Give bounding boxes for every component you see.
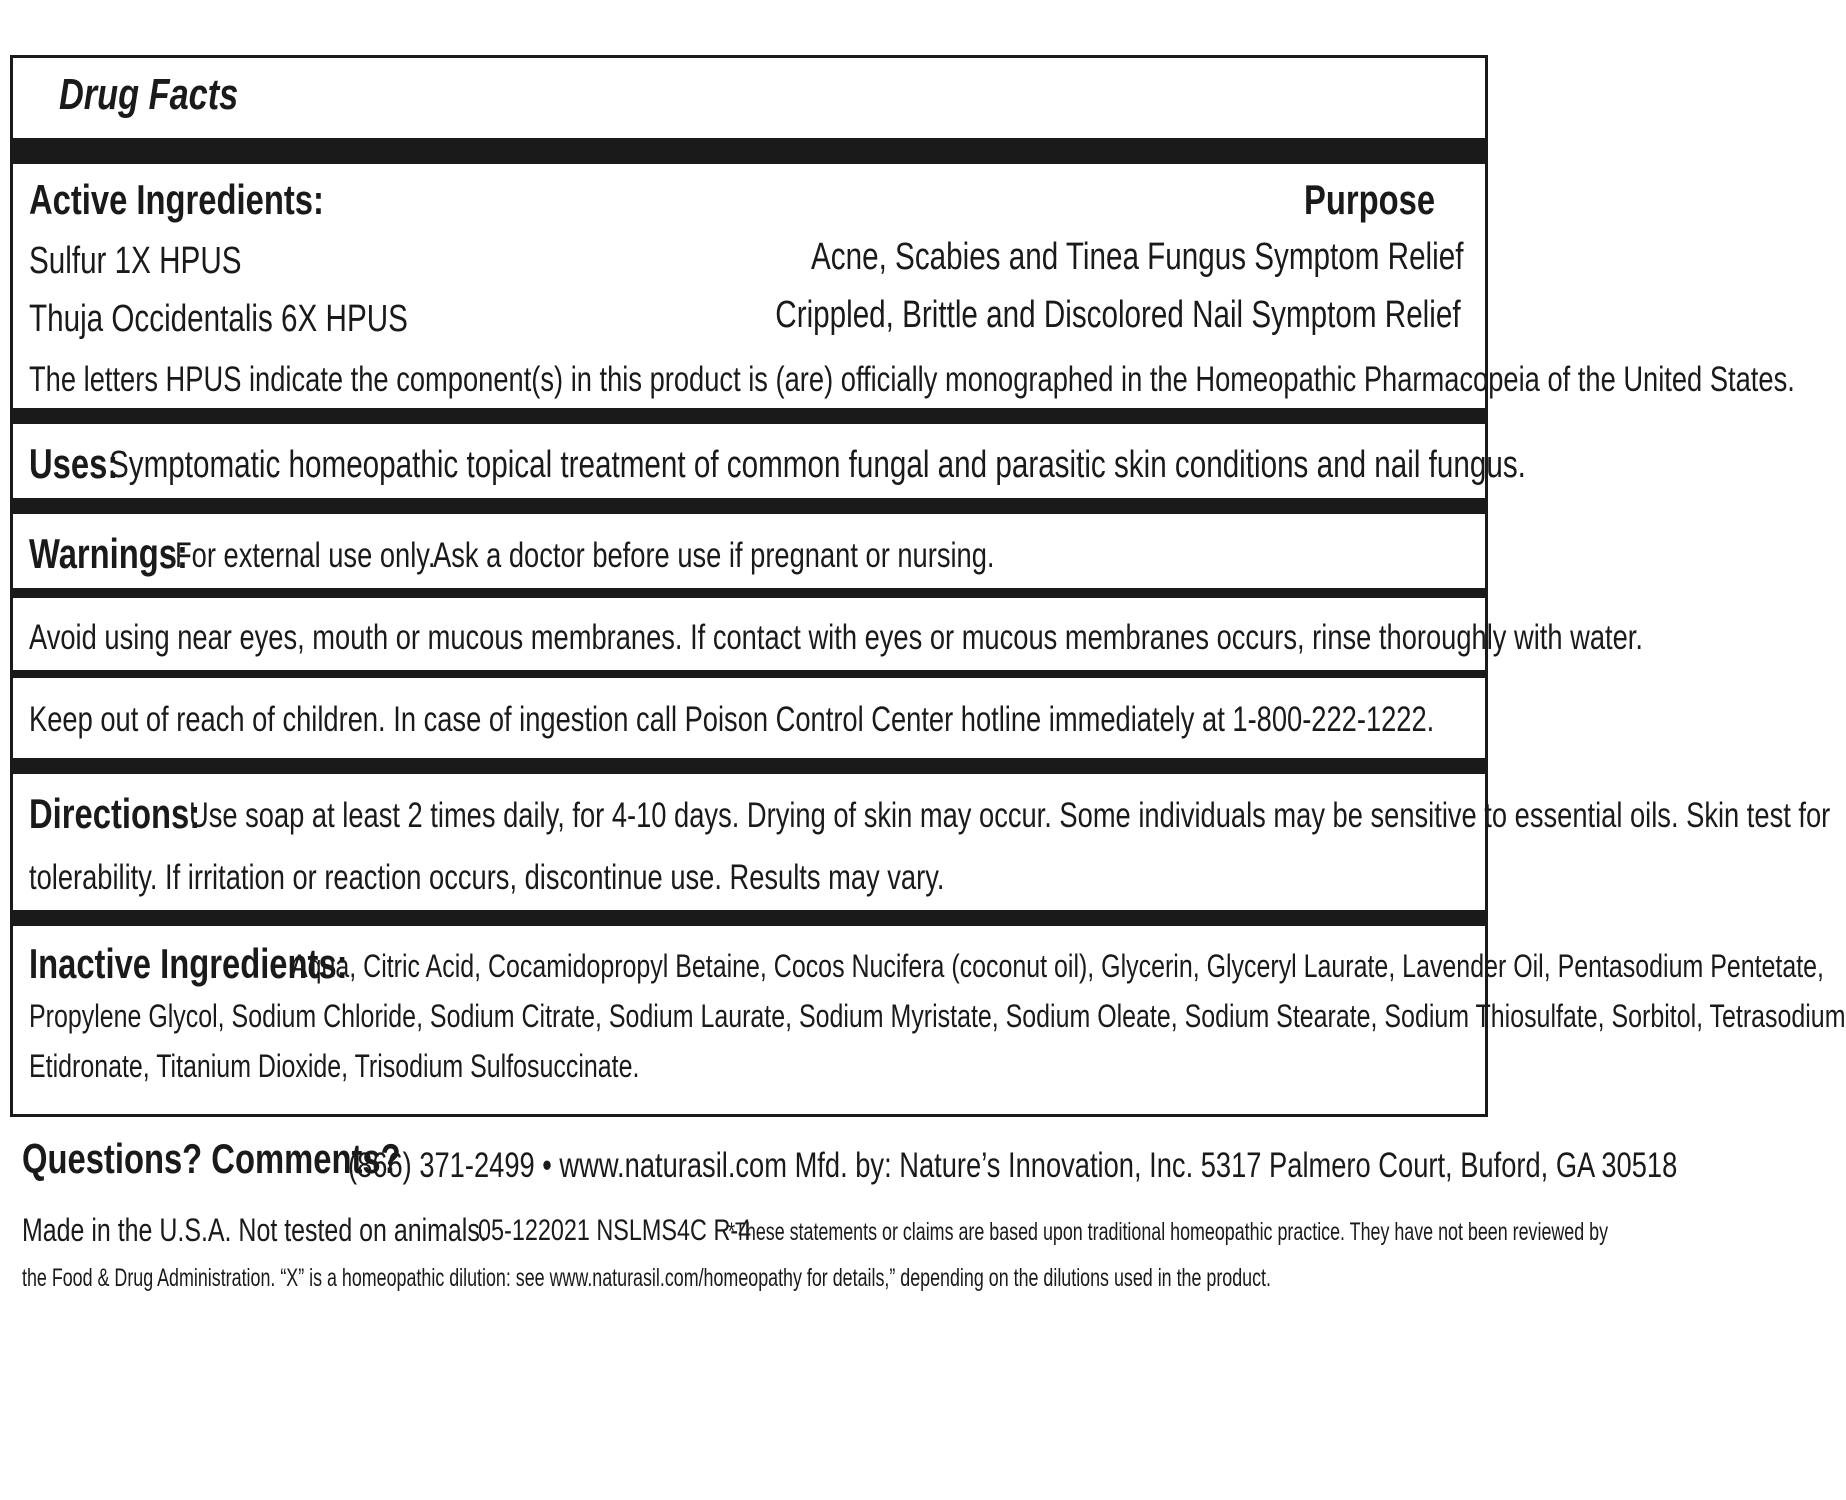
directions-line-2: tolerability. If irritation or reaction occurs, discontinue use. Results may vary.: [29, 858, 945, 897]
uses-label: Uses:: [29, 440, 119, 487]
directions-section: [13, 774, 1831, 910]
contact-info: (866) 371-2499 • www.naturasil.com Mfd. by: Nature’s Innovation, Inc. 5317 Palmero Court, Buford, GA 30518: [348, 1146, 1678, 1185]
divider: [13, 408, 1485, 424]
uses-text: Symptomatic homeopathic topical treatment of common fungal and parasitic skin conditions and nail fungus.: [109, 444, 1526, 486]
divider-thin: [13, 588, 1485, 598]
purpose-heading: Purpose: [1303, 176, 1435, 223]
disclaimer-line-1: *These statements or claims are based upon traditional homeopathic practice. They have not been reviewed by: [728, 1218, 1609, 1246]
drug-facts-panel: [10, 55, 1846, 1117]
questions-comments-label: Questions? Comments?: [22, 1135, 401, 1182]
active-ingredients-section: [13, 164, 1795, 408]
title-section: [13, 58, 1485, 138]
active-ingredient-2: Thuja Occidentalis 6X HPUS: [29, 298, 408, 340]
active-ingredients-heading: Active Ingredients:: [29, 176, 324, 223]
avoid-section: [13, 598, 1643, 670]
directions-label: Directions:: [29, 790, 201, 837]
inactive-ingredients-section: [13, 926, 1846, 1120]
divider: [13, 910, 1485, 926]
uses-section: [13, 424, 1526, 498]
disclaimer-line-2: the Food & Drug Administration. “X” is a homeopathic dilution: see www.naturasil.com/homeopathy for details,” depending on the dilutions used in the product.: [22, 1264, 1271, 1292]
divider: [13, 498, 1485, 514]
divider-thick: [13, 138, 1485, 164]
hpus-note: The letters HPUS indicate the component(s) in this product is (are) officially monographed in the Homeopathic Pharmacopeia of the United States.: [29, 360, 1795, 399]
directions-line-1: Use soap at least 2 times daily, for 4-10 days. Drying of skin may occur. Some individuals may be sensitive to essential oils. Skin test for: [189, 796, 1831, 835]
drug-facts-title: Drug Facts: [59, 70, 239, 119]
divider: [13, 758, 1485, 774]
inactive-line-3: Etidronate, Titanium Dioxide, Trisodium Sulfosuccinate.: [29, 1048, 640, 1084]
inactive-line-2: Propylene Glycol, Sodium Chloride, Sodium Citrate, Sodium Laurate, Sodium Myristate, Sodium Oleate, Sodium Stearate, Sodium Thiosulfate, Sorbitol, Tetrasodium: [29, 998, 1846, 1034]
avoid-text: Avoid using near eyes, mouth or mucous membranes. If contact with eyes or mucous membranes occurs, rinse thoroughly with water.: [29, 618, 1643, 657]
divider-thin: [13, 670, 1485, 678]
warnings-label: Warnings:: [29, 530, 188, 577]
active-purpose-1: Acne, Scabies and Tinea Fungus Symptom Relief: [810, 236, 1463, 278]
keep-out-section: [13, 678, 1485, 758]
warnings-section: [13, 514, 1485, 588]
warnings-external-use: For external use only.: [175, 536, 436, 575]
made-in-usa: Made in the U.S.A. Not tested on animals.: [22, 1212, 487, 1248]
inactive-ingredients-label: Inactive Ingredients:: [29, 940, 348, 987]
warnings-pregnant: Ask a doctor before use if pregnant or nursing.: [433, 536, 995, 575]
active-purpose-2: Crippled, Brittle and Discolored Nail Symptom Relief: [775, 294, 1461, 336]
active-ingredient-1: Sulfur 1X HPUS: [29, 240, 242, 282]
keep-out-text: Keep out of reach of children. In case of ingestion call Poison Control Center hotline immediately at 1-800-222-1222.: [29, 700, 1435, 739]
product-code: 05-122021 NSLMS4C R-4: [478, 1214, 752, 1247]
inactive-line-1: Aqua, Citric Acid, Cocamidopropyl Betaine, Cocos Nucifera (coconut oil), Glycerin, Glyceryl Laurate, Lavender Oil, Pentasodium Pentetate,: [291, 948, 1824, 984]
